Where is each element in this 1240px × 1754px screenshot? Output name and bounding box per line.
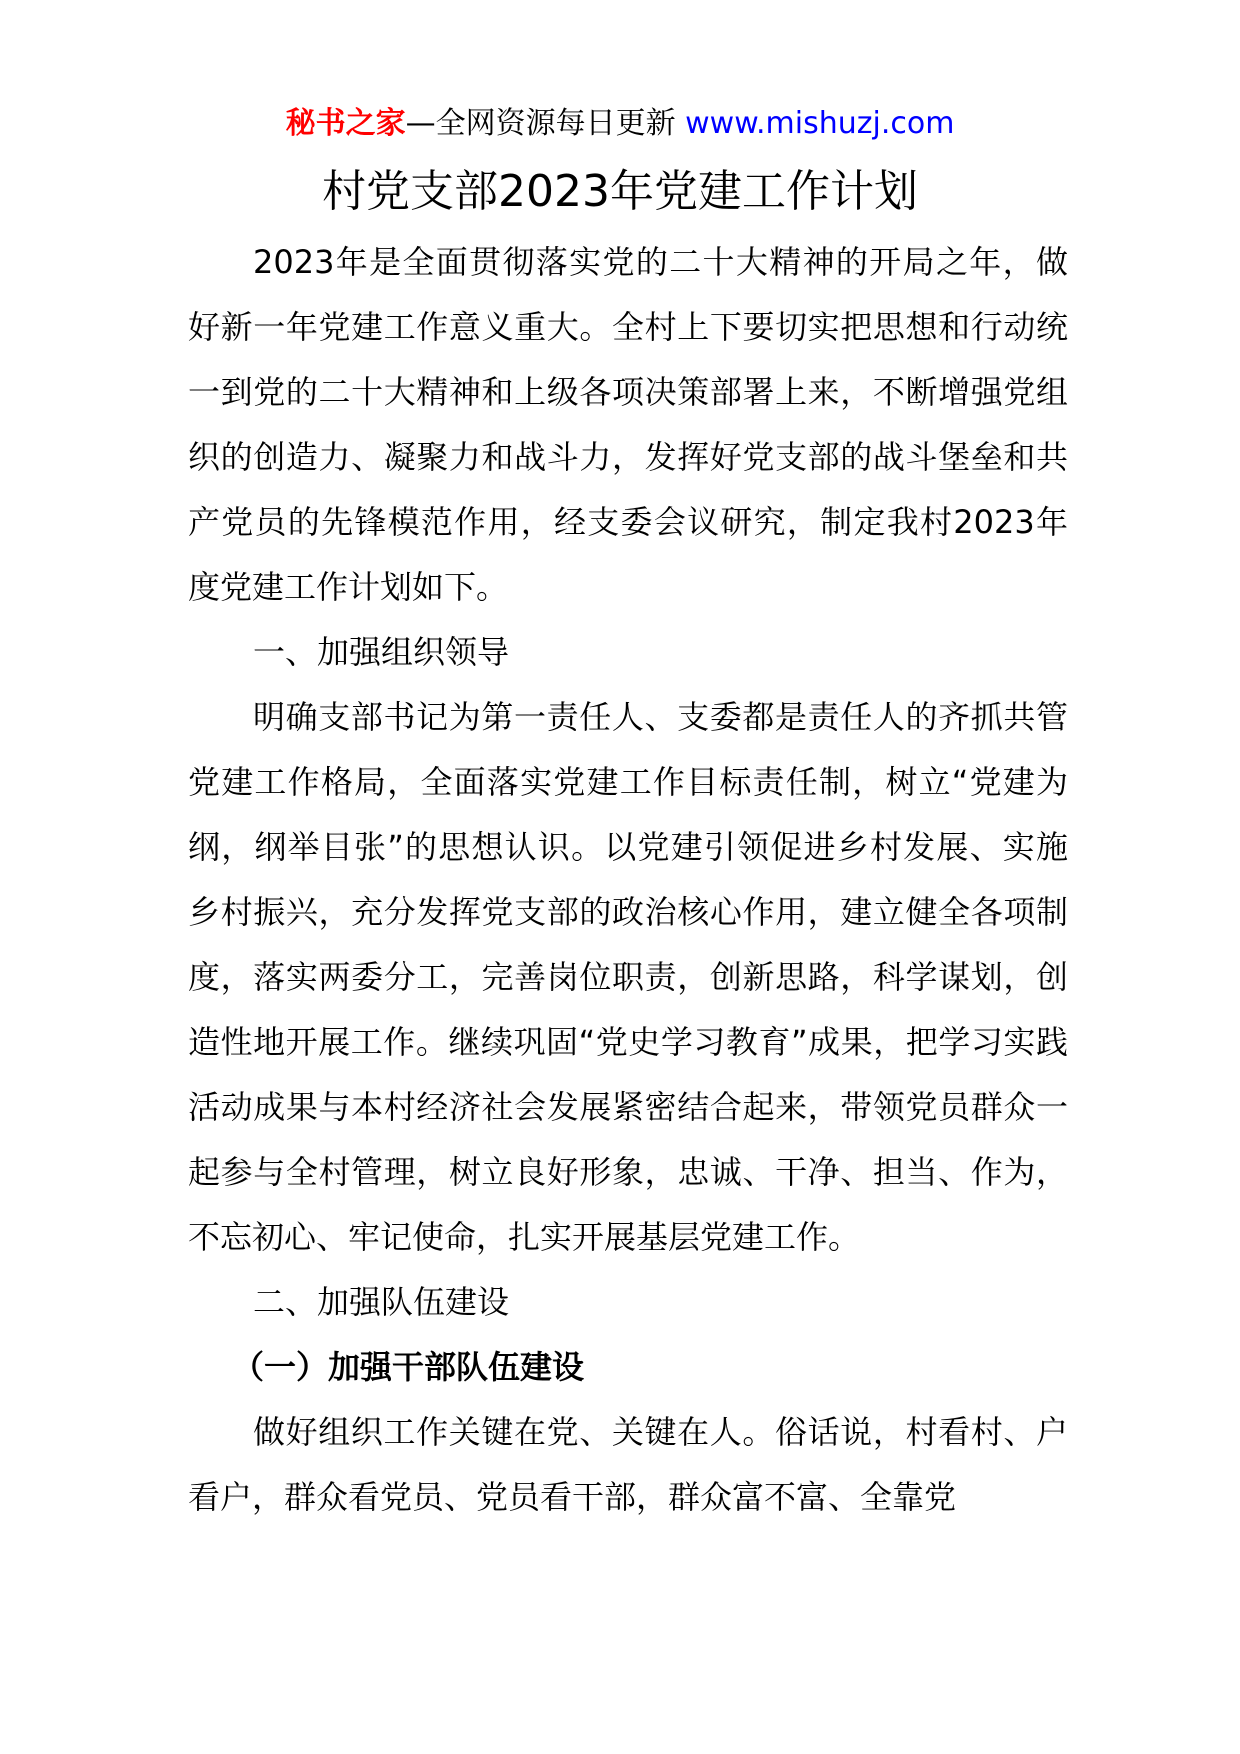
site-header: [0, 100, 1240, 148]
site-url-link[interactable]: www.mishuzj.com: [685, 106, 955, 141]
document-body: [188, 230, 1068, 1530]
section-1-paragraph: 明确支部书记为第一责任人、支委都是责任人的齐抓共管党建工作格局，全面落实党建工作目标责任制，树立“党建为纲，纲举目张”的思想认识。以党建引领促进乡村发展、实施乡村振兴，充分发挥党支部的政治核心作用，建立健全各项制度，落实两委分工，完善岗位职责，创新思路，科学谋划，创造性地开展工作。继续巩固“党史学习教育”成果，把学习实践活动成果与本村经济社会发展紧密结合起来，带领党员群众一起参与全村管理，树立良好形象，忠诚、干净、担当、作为，不忘初心、牢记使命，扎实开展基层党建工作。: [188, 698, 1068, 1256]
document-title: 村党支部2023年党建工作计划: [322, 166, 918, 217]
section-heading-2: 二、加强队伍建设: [253, 1283, 510, 1321]
brand-tagline: —全网资源每日更新: [405, 106, 676, 141]
subsection-2-1-paragraph: 做好组织工作关键在党、关键在人。俗话说，村看村、户看户，群众看党员、党员看干部，群众富不富、全靠党: [188, 1413, 1068, 1516]
section-heading-1: 一、加强组织领导: [253, 633, 510, 671]
intro-paragraph: 2023年是全面贯彻落实党的二十大精神的开局之年，做好新一年党建工作意义重大。全村上下要切实把思想和行动统一到党的二十大精神和上级各项决策部署上来，不断增强党组织的创造力、凝聚力和战斗力，发挥好党支部的战斗堡垒和共产党员的先锋模范作用，经支委会议研究，制定我村2023年度党建工作计划如下。: [188, 243, 1068, 606]
brand-name: 秘书之家: [285, 106, 406, 141]
subsection-heading-2-1: （一）加强干部队伍建设: [232, 1348, 585, 1386]
